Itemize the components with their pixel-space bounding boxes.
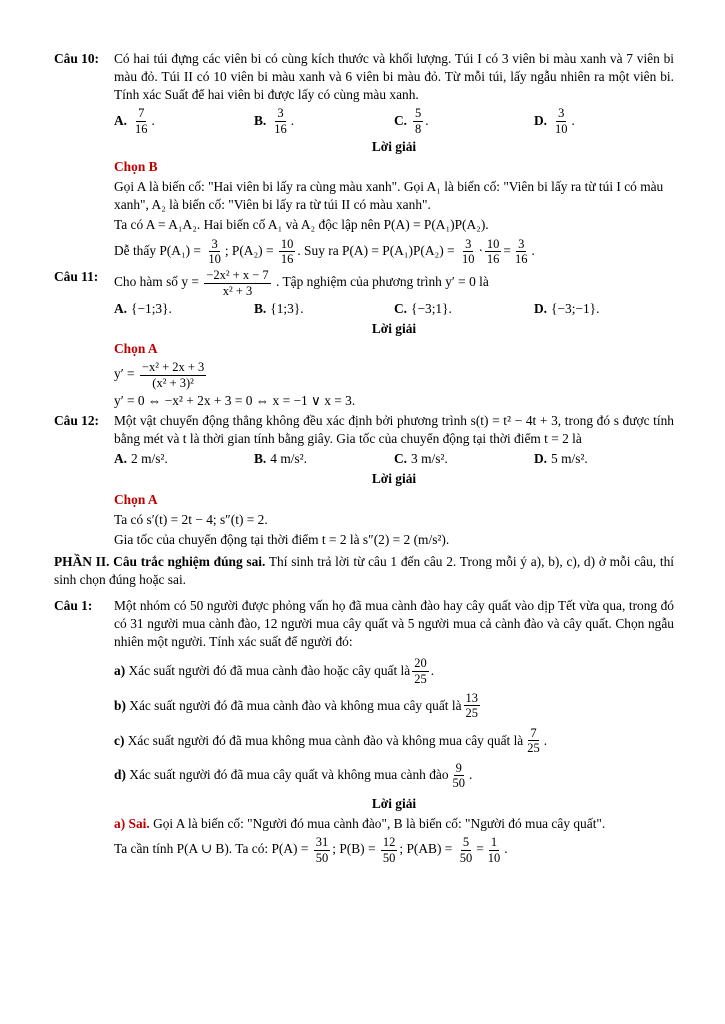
chosen-answer: Chọn A xyxy=(114,491,158,507)
statement-a: a) Xác suất người đó đã mua cành đào hoặc cây quất là $\frac{20}{25}$ . xyxy=(114,656,435,686)
solution-heading: Lời giải xyxy=(371,321,417,337)
question-text: Có hai túi đựng các viên bi có cùng kích thước và khối lượng. Túi I có 3 viên bi màu xanh và 7 viên bi màu đỏ. Túi II có 10 viên bi màu xanh và 6 viên bi màu đỏ. Từ mỗi túi, lấy ngẫu nhiên ra một viên bi. Tính xác Suất để hai viên bi được lấy có cùng màu xanh. xyxy=(114,51,674,103)
question-label: Câu 12: xyxy=(54,413,100,429)
question-text: Một vật chuyển động thẳng không đều xác định bởi phương trình s(t) = t² − 4t + 3, trong đó s được tính bằng mét và t là thời gian tính bằng giây. Gia tốc của chuyển động tại thời điểm t = 2 là xyxy=(114,413,674,447)
solution xyxy=(114,815,674,865)
option-a: A. 2 m/s². xyxy=(114,451,168,467)
solution-heading: Lời giải xyxy=(371,471,417,487)
question-label: Câu 1: xyxy=(54,597,93,613)
option-c: C. {−3;1}. xyxy=(394,301,452,316)
option-c: C. 3 m/s². xyxy=(394,451,448,467)
statement-d: d) Xác suất người đó đã mua cây quất và không mua cành đào $\frac{9}{50}$ . xyxy=(114,760,473,790)
statements xyxy=(114,656,674,790)
solution-heading: Lời giải xyxy=(371,796,417,812)
solution-line: Ta cần tính P(A ∪ B). Ta có: P(A) = $\frac{31}{50}$ ; P(B) = $\frac{12}{50}$ ; P(AB) = $\frac{5}{50}$ = $\frac{1}{10}$ . xyxy=(114,835,508,865)
question-text: Một nhóm có 50 người được phỏng vấn họ đã mua cành đào hay cây quất vào dịp Tết vừa qua, trong đó có 31 người mua cành đào, 12 người mua cây quất và 5 người mua cả cành đào và cây quất. Chọn ngẫu nhiên một người. Tính xác suất để người đó: xyxy=(114,597,674,650)
document-page xyxy=(54,50,674,867)
option-a: A. {−1;3}. xyxy=(114,301,172,316)
solution-line: Ta có s′(t) = 2t − 4; s″(t) = 2. xyxy=(114,511,268,527)
solution-line: Dễ thấy P(A₁) = $\frac{3}{10}$ ; P(A₂) = $\frac{10}{16}$ . Suy ra P(A) = P(A₁)P(A₂) = $\frac{3}{10}$ · $\frac{10}{16}$ = $\frac{3}{16}$ . xyxy=(114,236,535,266)
statement-b: b) Xác suất người đó đã mua cành đào và không mua cây quất là $\frac{13}{25}$ xyxy=(114,691,479,721)
solution-line: y′ = $\frac{\text{−x² + 2x + 3}}{\text{(x² + 3)²}}$ xyxy=(114,360,205,390)
solution xyxy=(114,491,674,549)
question-11 xyxy=(54,268,674,298)
option-b: B. $\frac{3}{16}$ . xyxy=(254,106,295,136)
solution-line: Gia tốc của chuyển động tại thời điểm t = 2 là s″(2) = 2 (m/s²). xyxy=(114,531,450,547)
solution xyxy=(114,340,674,410)
question-12 xyxy=(54,412,674,448)
answer-options xyxy=(114,450,674,468)
chosen-answer: Chọn A xyxy=(114,341,158,357)
question-label: Câu 10: xyxy=(54,51,100,66)
section-heading xyxy=(54,553,674,589)
question-1 xyxy=(54,597,674,651)
answer-options xyxy=(114,106,674,136)
option-c: C. $\frac{5}{8}$ . xyxy=(394,106,429,136)
option-d: D. {−3;−1}. xyxy=(534,301,600,316)
option-b: B. 4 m/s². xyxy=(254,451,308,467)
option-d: D. 5 m/s². xyxy=(534,451,588,467)
solution-line: a) Sai. Gọi A là biến cố: "Người đó mua cành đào", B là biến cố: "Người đó mua cây quất". xyxy=(114,816,606,832)
solution-line: Gọi A là biến cố: "Hai viên bi lấy ra cùng màu xanh". Gọi A₁ là biến cố: "Viên bi lấy ra từ túi I có màu xanh", A₂ là biến cố: "Viên bi lấy ra từ túi II có màu xanh". xyxy=(114,179,664,213)
statement-c: c) Xác suất người đó đã mua không mua cành đào và không mua cây quất là $\frac{7}{25}$ . xyxy=(114,725,548,756)
solution-heading: Lời giải xyxy=(371,139,417,155)
solution-line: y′ = 0 ⇔ −x² + 2x + 3 = 0 ⇔ x = −1 ∨ x = 3. xyxy=(114,393,356,409)
answer-options xyxy=(114,300,674,318)
option-d: D. $\frac{3}{10}$ . xyxy=(534,106,575,136)
verdict: a) Sai. xyxy=(114,816,150,832)
section-instructions: Thí sinh trả lời từ câu 1 đến câu 2. Trong mỗi ý a), b), c), d) ở mỗi câu, thí sinh chọn đúng hoặc sai. xyxy=(54,553,674,587)
option-a: A. $\frac{7}{16}$ . xyxy=(114,106,155,136)
question-10 xyxy=(54,50,674,104)
chosen-answer: Chọn B xyxy=(114,159,158,175)
solution-line: Ta có A = A₁A₂. Hai biến cố A₁ và A₂ độc lập nên P(A) = P(A₁)P(A₂). xyxy=(114,217,489,233)
option-b: B. {1;3}. xyxy=(254,301,304,316)
solution xyxy=(114,158,674,266)
question-text: Cho hàm số y = $\frac{\text{−2x² + x − 7}}{\text{x² + 3}}$ . Tập nghiệm của phương trình y′ = 0 là xyxy=(114,268,489,298)
question-label: Câu 11: xyxy=(54,269,99,285)
section-title: PHẦN II. Câu trắc nghiệm đúng sai. xyxy=(54,553,266,569)
